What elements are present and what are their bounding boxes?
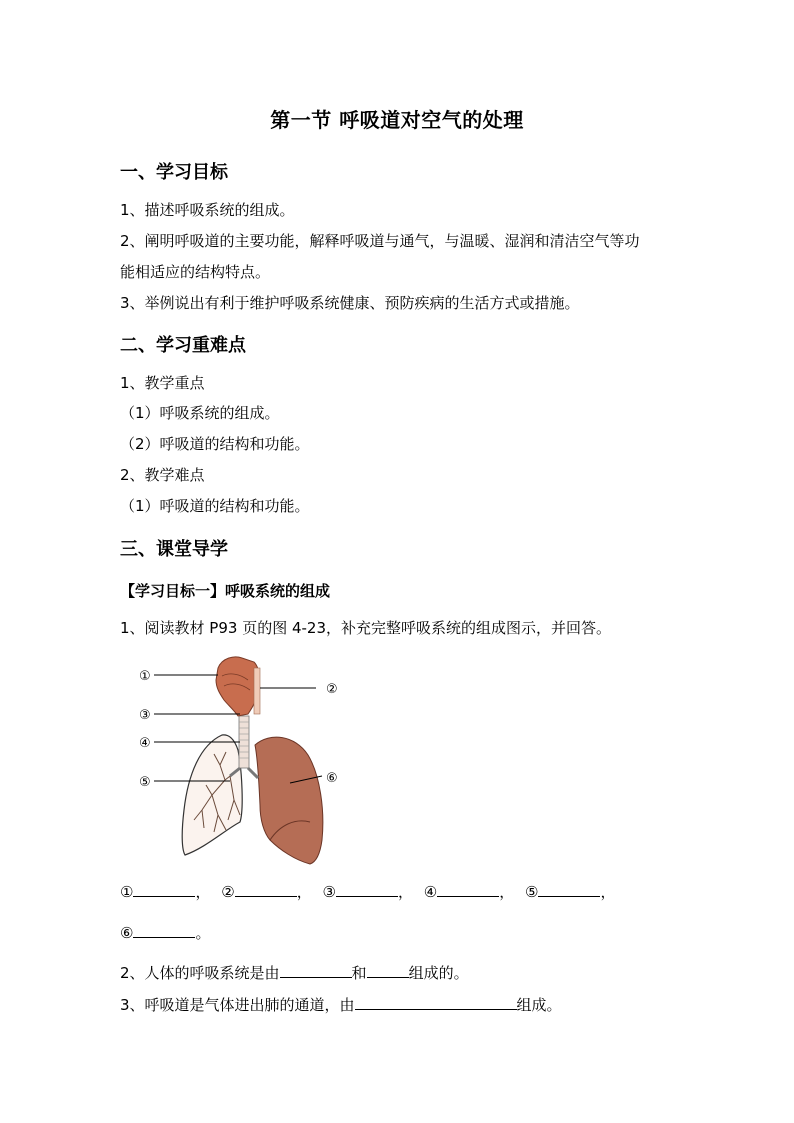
difficult-point-1: （1）呼吸道的结构和功能。	[120, 497, 310, 515]
difficult-point-heading: 2、教学难点	[120, 466, 205, 484]
q2-text-a: 2、人体的呼吸系统是由	[120, 964, 280, 982]
key-point-1: （1）呼吸系统的组成。	[120, 404, 280, 422]
q2-text-c: 组成的。	[408, 964, 469, 982]
period: 。	[195, 924, 211, 942]
goal-one-title: 【学习目标一】呼吸系统的组成	[120, 582, 331, 600]
diagram-marker-5: ⑤	[139, 775, 151, 790]
diagram-marker-4: ④	[139, 736, 151, 751]
q3-text-b: 组成。	[516, 996, 562, 1014]
separator: ，	[195, 883, 211, 901]
nasal-pharynx	[216, 657, 259, 716]
key-point-2: （2）呼吸道的结构和功能。	[120, 435, 310, 453]
q2-text-b: 和	[351, 964, 367, 982]
separator: ，	[600, 883, 616, 901]
answer-marker-5: ⑤	[525, 883, 539, 901]
separator: ，	[296, 883, 312, 901]
answer-marker-6: ⑥	[120, 924, 134, 942]
trachea	[239, 716, 249, 768]
answer-marker-1: ①	[120, 883, 134, 901]
diagram-marker-3: ③	[139, 708, 151, 723]
answer-blank-3[interactable]	[336, 881, 398, 897]
q2-blank-1[interactable]	[280, 962, 352, 978]
section-heading-guide: 三、课堂导学	[120, 539, 228, 560]
goal-item-3: 3、举例说出有利于维护呼吸系统健康、预防疾病的生活方式或措施。	[120, 294, 580, 312]
answer-marker-3: ③	[322, 883, 336, 901]
goal-item-1: 1、描述呼吸系统的组成。	[120, 201, 295, 219]
diagram-marker-2: ②	[326, 682, 338, 697]
answer-blank-2[interactable]	[235, 881, 297, 897]
answer-marker-2: ②	[221, 883, 235, 901]
question-1: 1、阅读教材 P93 页的图 4-23，补充完整呼吸系统的组成图示，并回答。	[120, 619, 612, 637]
separator: ，	[499, 883, 515, 901]
question-2	[120, 962, 469, 983]
answer-blanks-row-1	[120, 881, 615, 902]
section-heading-goals: 一、学习目标	[120, 162, 228, 183]
answer-blanks-row-2	[120, 922, 210, 943]
q3-blank[interactable]	[355, 994, 517, 1010]
section-heading-key-points: 二、学习重难点	[120, 335, 246, 356]
answer-blank-5[interactable]	[538, 881, 600, 897]
question-3	[120, 994, 562, 1015]
diagram-marker-6: ⑥	[326, 771, 338, 786]
goal-item-2: 2、阐明呼吸道的主要功能，解释呼吸道与通气，与温暖、湿润和清洁空气等功	[120, 232, 640, 250]
answer-blank-4[interactable]	[437, 881, 499, 897]
q3-text-a: 3、呼吸道是气体进出肺的通道，由	[120, 996, 355, 1014]
key-point-heading: 1、教学重点	[120, 374, 205, 392]
respiratory-system-diagram	[130, 650, 350, 865]
goal-item-2-cont: 能相适应的结构特点。	[120, 263, 271, 281]
q2-blank-2[interactable]	[367, 962, 409, 978]
page-title: 第一节 呼吸道对空气的处理	[270, 108, 524, 132]
separator: ，	[397, 883, 413, 901]
answer-blank-6[interactable]	[133, 922, 195, 938]
diagram-marker-1: ①	[139, 669, 151, 684]
right-lung	[255, 737, 323, 864]
answer-marker-4: ④	[423, 883, 438, 901]
answer-blank-1[interactable]	[133, 881, 195, 897]
